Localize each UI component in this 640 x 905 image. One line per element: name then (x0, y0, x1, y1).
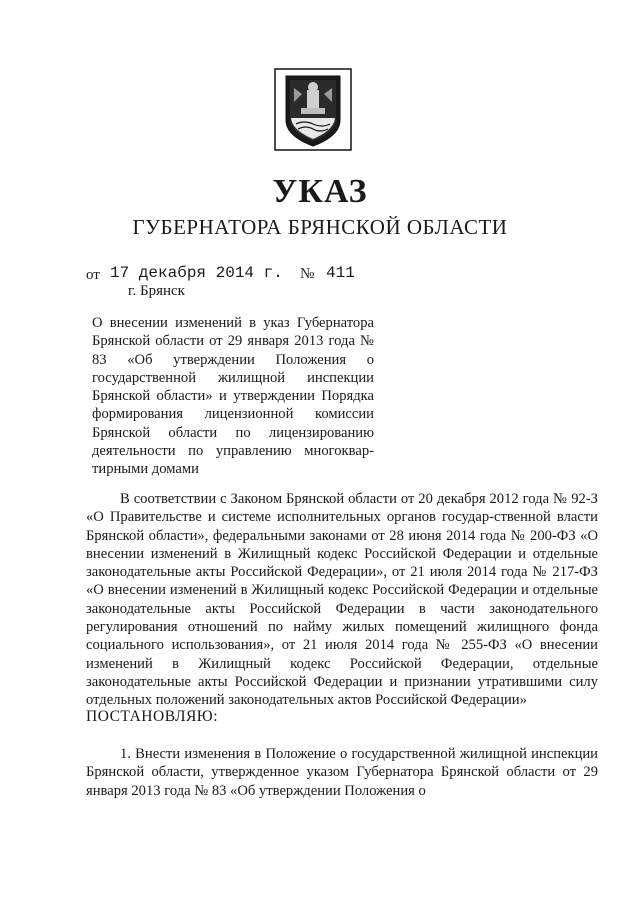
document-title: УКАЗ (272, 173, 368, 210)
preamble-paragraph: В соответствии с Законом Брянской области от 20 декабря 2012 года № 92-З «О Правительстве и системе исполнительных органов государ-ственной власти Брянской области», федеральными законами от 28 июня 2014 года № 200-ФЗ «О внесении изменений в Жилищный кодекс Российской Федерации и отдельные законодательные акты Российской Федерации», от 21 июля 2014 года № 217-ФЗ «О внесении изменений в Жилищный кодекс Российской Федерации и отдельные законодательные акты Российской Федерации в части законодательного регулирования отношений по найму жилых помещений жилищного фонда социального использования», от 21 июля 2014 года № 255-ФЗ «О внесении изменений в Жилищный кодекс Российской Федерации, отдельные законодательные акты Российской Федерации и признании утратившими силу отдельных положений законодательных актов Российской Федерации» (86, 491, 598, 709)
document-city: г. Брянск (128, 283, 185, 299)
document-number: 411 (326, 264, 355, 282)
bryansk-coat-of-arms-icon (274, 68, 352, 151)
document-date: 17 декабря 2014 г. (110, 264, 283, 282)
item-1-paragraph: 1. Внести изменения в Положение о государственной жилищной инспекции Брянской области, утвержденное указом Губернатора Брянской области от 29 января 2013 года № 83 «Об утверждении Положения о (86, 746, 598, 799)
document-subtitle: ГУБЕРНАТОРА БРЯНСКОЙ ОБЛАСТИ (132, 215, 508, 239)
number-label: № (300, 266, 315, 282)
decree-word: ПОСТАНОВЛЯЮ: (86, 708, 219, 725)
document-subject: О внесении изменений в указ Губернатора Брянской области от 29 января 2013 года № 83 «Об утверждении Положения о государственной жилищной инспекции Брянской области» и утверждении Порядка формирования лицензионной комиссии Брянской области по лицензированию деятельности по управлению многоквар-тирными домами (92, 315, 374, 478)
date-prefix: от (86, 267, 100, 283)
